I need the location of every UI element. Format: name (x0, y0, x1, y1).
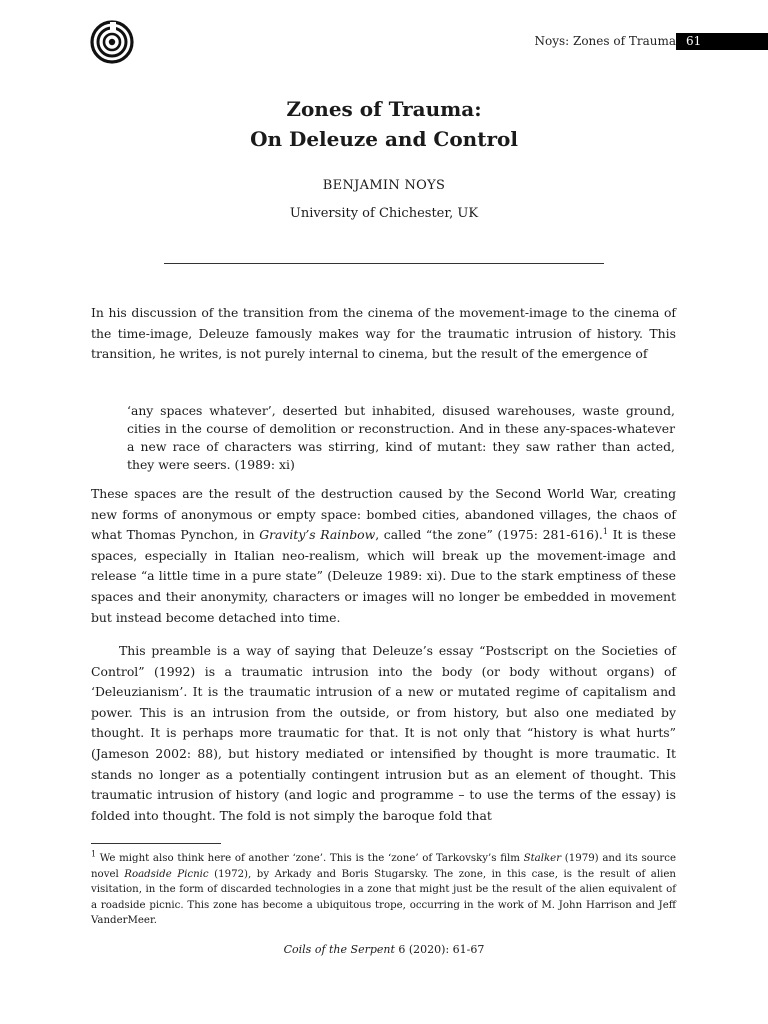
paragraph-2-text-b: , called “the zone” (1975: 281-616). (375, 527, 603, 543)
footnote-marker: 1 (91, 849, 97, 859)
title-line-2: On Deleuze and Control (250, 127, 518, 151)
journal-name: Coils of the Serpent (283, 943, 395, 956)
author-name: BENJAMIN NOYS (322, 178, 446, 193)
author-affiliation: University of Chichester, UK (289, 206, 479, 221)
footnote-reference-1[interactable]: 1 (602, 527, 608, 537)
book-title-gravitys-rainbow: Gravity’s Rainbow (259, 527, 376, 543)
paragraph-2 (91, 484, 676, 628)
footnote-1 (91, 851, 676, 929)
footnote-text-a: We might also think here of another ‘zone’. This is the ‘zone’ of Tarkovsky’s film (96, 853, 524, 864)
footnote-text-c: (1972), by Arkady and Boris Stugarsky. The zone, in this case, is the result of alien visitation, in the form of discarded technologies in a zone that might just be the result of the alien equivalent of a roadside picnic. This zone has become a ubiquitous trope, occurring in the work of M. John Harrison and Jeff VanderMeer. (91, 868, 676, 927)
journal-volume-pages: 6 (2020): 61-67 (394, 943, 485, 956)
block-quote: ‘any spaces whatever’, deserted but inhabited, disused warehouses, waste ground, cities in the course of demolition or reconstruction. And in these any-spaces-whatever a new race of characters was stirring, kind of mutant: they saw rather than acted, they were seers. (1989: xi) (127, 403, 675, 472)
article-title (0, 94, 768, 154)
film-title-stalker: Stalker (523, 853, 562, 864)
paragraph-3: This preamble is a way of saying that Deleuze’s essay “Postscript on the Societies of Control” (1992) is a traumatic intrusion into the body (or body without organs) of ‘Deleuzianism’. It is the traumatic intrusion of a new or mutated regime of capitalism and power. This is an intrusion from the outside, or from history, but also one mediated by thought. It is perhaps more traumatic for that. It is not only that “history is what hurts” (Jameson 2002: 88), but history mediated or intensified by thought is more traumatic. It stands no longer as a potentially contingent intrusion but as an element of thought. This traumatic intrusion of history (and logic and programme – to use the terms of the essay) is folded into thought. The fold is not simply the baroque fold that (91, 643, 676, 823)
title-line-1: Zones of Trauma: (286, 97, 482, 121)
spiral-coil-logo-icon (90, 20, 134, 64)
footnote-text-b: (1979) and its source novel (91, 853, 676, 880)
book-title-roadside-picnic: Roadside Picnic (124, 868, 209, 880)
journal-citation-footer (0, 943, 768, 956)
title-divider (164, 263, 604, 264)
paragraph-2-text-a: These spaces are the result of the destruction caused by the Second World War, creating new forms of anonymous or empty space: bombed cities, abandoned villages, the chaos of what Thomas Pynchon, in (91, 486, 676, 543)
footnote-divider (91, 843, 221, 844)
paragraph-1: In his discussion of the transition from the cinema of the movement-image to the cinema of the time-image, Deleuze famously makes way for the traumatic intrusion of history. This transition, he writes, is not purely internal to cinema, but the result of the emergence of (91, 305, 676, 362)
paragraph-2-text-c: It is these spaces, especially in Italian neo-realism, which will break up the movement-image and release “a little time in a pure state” (Deleuze 1989: xi). Due to the stark emptiness of these spaces and their anonymity, characters or images will no longer be embedded in movement but instead become detached into time. (91, 527, 676, 625)
running-head: Noys: Zones of Trauma (534, 34, 676, 48)
page-number: 61 (676, 33, 768, 50)
